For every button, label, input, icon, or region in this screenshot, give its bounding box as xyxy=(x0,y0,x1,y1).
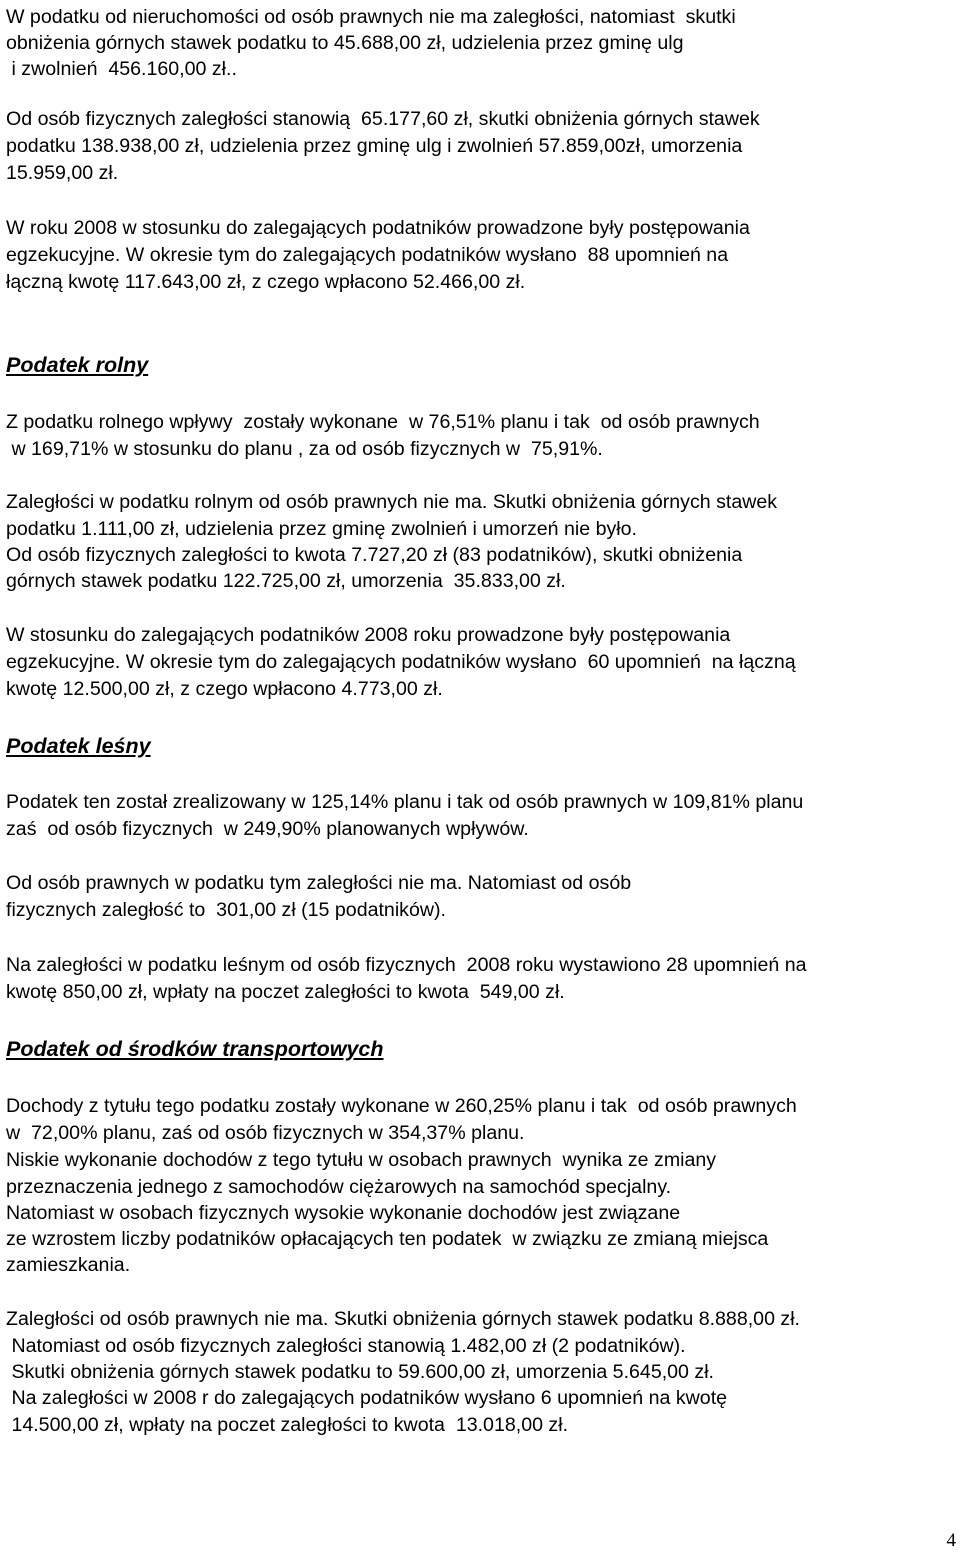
text-line: Podatek ten został zrealizowany w 125,14% planu i tak od osób prawnych w 109,81% planu xyxy=(6,791,804,813)
text-line: Od osób fizycznych zaległości stanowią 65.177,60 zł, skutki obniżenia górnych stawek xyxy=(6,108,760,130)
text-line: Natomiast od osób fizycznych zaległości stanowią 1.482,00 zł (2 podatników). xyxy=(6,1335,686,1357)
text-line: kwotę 850,00 zł, wpłaty na poczet zaległości to kwota 549,00 zł. xyxy=(6,981,565,1003)
text-line: górnych stawek podatku 122.725,00 zł, umorzenia 35.833,00 zł. xyxy=(6,570,566,592)
text-line: w 169,71% w stosunku do planu , za od osób fizycznych w 75,91%. xyxy=(6,438,603,460)
text-line: Od osób fizycznych zaległości to kwota 7.727,20 zł (83 podatników), skutki obniżenia xyxy=(6,544,743,566)
text-line: zaś od osób fizycznych w 249,90% planowanych wpływów. xyxy=(6,818,529,840)
text-line: przeznaczenia jednego z samochodów ciężarowych na samochód specjalny. xyxy=(6,1176,672,1198)
text-line: Skutki obniżenia górnych stawek podatku to 59.600,00 zł, umorzenia 5.645,00 zł. xyxy=(6,1361,714,1383)
text-line: obniżenia górnych stawek podatku to 45.688,00 zł, udzielenia przez gminę ulg xyxy=(6,32,684,54)
text-line: Od osób prawnych w podatku tym zaległości nie ma. Natomiast od osób xyxy=(6,872,632,894)
text-line: kwotę 12.500,00 zł, z czego wpłacono 4.773,00 zł. xyxy=(6,678,443,700)
section-heading: Podatek leśny xyxy=(6,734,151,758)
text-line: W roku 2008 w stosunku do zalegających podatników prowadzone były postępowania xyxy=(6,217,750,239)
text-line: Z podatku rolnego wpływy zostały wykonane w 76,51% planu i tak od osób prawnych xyxy=(6,411,760,433)
text-line: fizycznych zaległość to 301,00 zł (15 podatników). xyxy=(6,899,446,921)
text-line: podatku 138.938,00 zł, udzielenia przez gminę ulg i zwolnień 57.859,00zł, umorzenia xyxy=(6,135,743,157)
text-line: Na zaległości w podatku leśnym od osób fizycznych 2008 roku wystawiono 28 upomnień na xyxy=(6,954,807,976)
text-line: 15.959,00 zł. xyxy=(6,162,119,184)
section-heading: Podatek od środków transportowych xyxy=(6,1037,384,1061)
text-line: Zaległości w podatku rolnym od osób prawnych nie ma. Skutki obniżenia górnych stawek xyxy=(6,491,778,513)
text-line: Niskie wykonanie dochodów z tego tytułu w osobach prawnych wynika ze zmiany xyxy=(6,1149,717,1171)
text-line: 14.500,00 zł, wpłaty na poczet zaległości to kwota 13.018,00 zł. xyxy=(6,1414,569,1436)
text-line: zamieszkania. xyxy=(6,1254,131,1276)
text-line: Dochody z tytułu tego podatku zostały wykonane w 260,25% planu i tak od osób prawnych xyxy=(6,1095,797,1117)
text-line: Na zaległości w 2008 r do zalegających podatników wysłano 6 upomnień na kwotę xyxy=(6,1387,728,1409)
text-line: łączną kwotę 117.643,00 zł, z czego wpłacono 52.466,00 zł. xyxy=(6,271,526,293)
text-line: ze wzrostem liczby podatników opłacających ten podatek w związku ze zmianą miejsca xyxy=(6,1228,769,1250)
text-line: Zaległości od osób prawnych nie ma. Skutki obniżenia górnych stawek podatku 8.888,00 zł. xyxy=(6,1308,801,1330)
text-line: w 72,00% planu, zaś od osób fizycznych w 354,37% planu. xyxy=(6,1122,525,1144)
section-heading: Podatek rolny xyxy=(6,353,149,377)
text-line: egzekucyjne. W okresie tym do zalegających podatników wysłano 60 upomnień na łączną xyxy=(6,651,796,673)
page-number: 4 xyxy=(946,1530,956,1551)
text-line: i zwolnień 456.160,00 zł.. xyxy=(6,58,237,80)
text-line: egzekucyjne. W okresie tym do zalegających podatników wysłano 88 upomnień na xyxy=(6,244,729,266)
text-line: W stosunku do zalegających podatników 2008 roku prowadzone były postępowania xyxy=(6,624,731,646)
text-line: W podatku od nieruchomości od osób prawnych nie ma zaległości, natomiast skutki xyxy=(6,6,736,28)
text-line: Natomiast w osobach fizycznych wysokie wykonanie dochodów jest związane xyxy=(6,1202,681,1224)
text-line: podatku 1.111,00 zł, udzielenia przez gminę zwolnień i umorzeń nie było. xyxy=(6,518,637,540)
